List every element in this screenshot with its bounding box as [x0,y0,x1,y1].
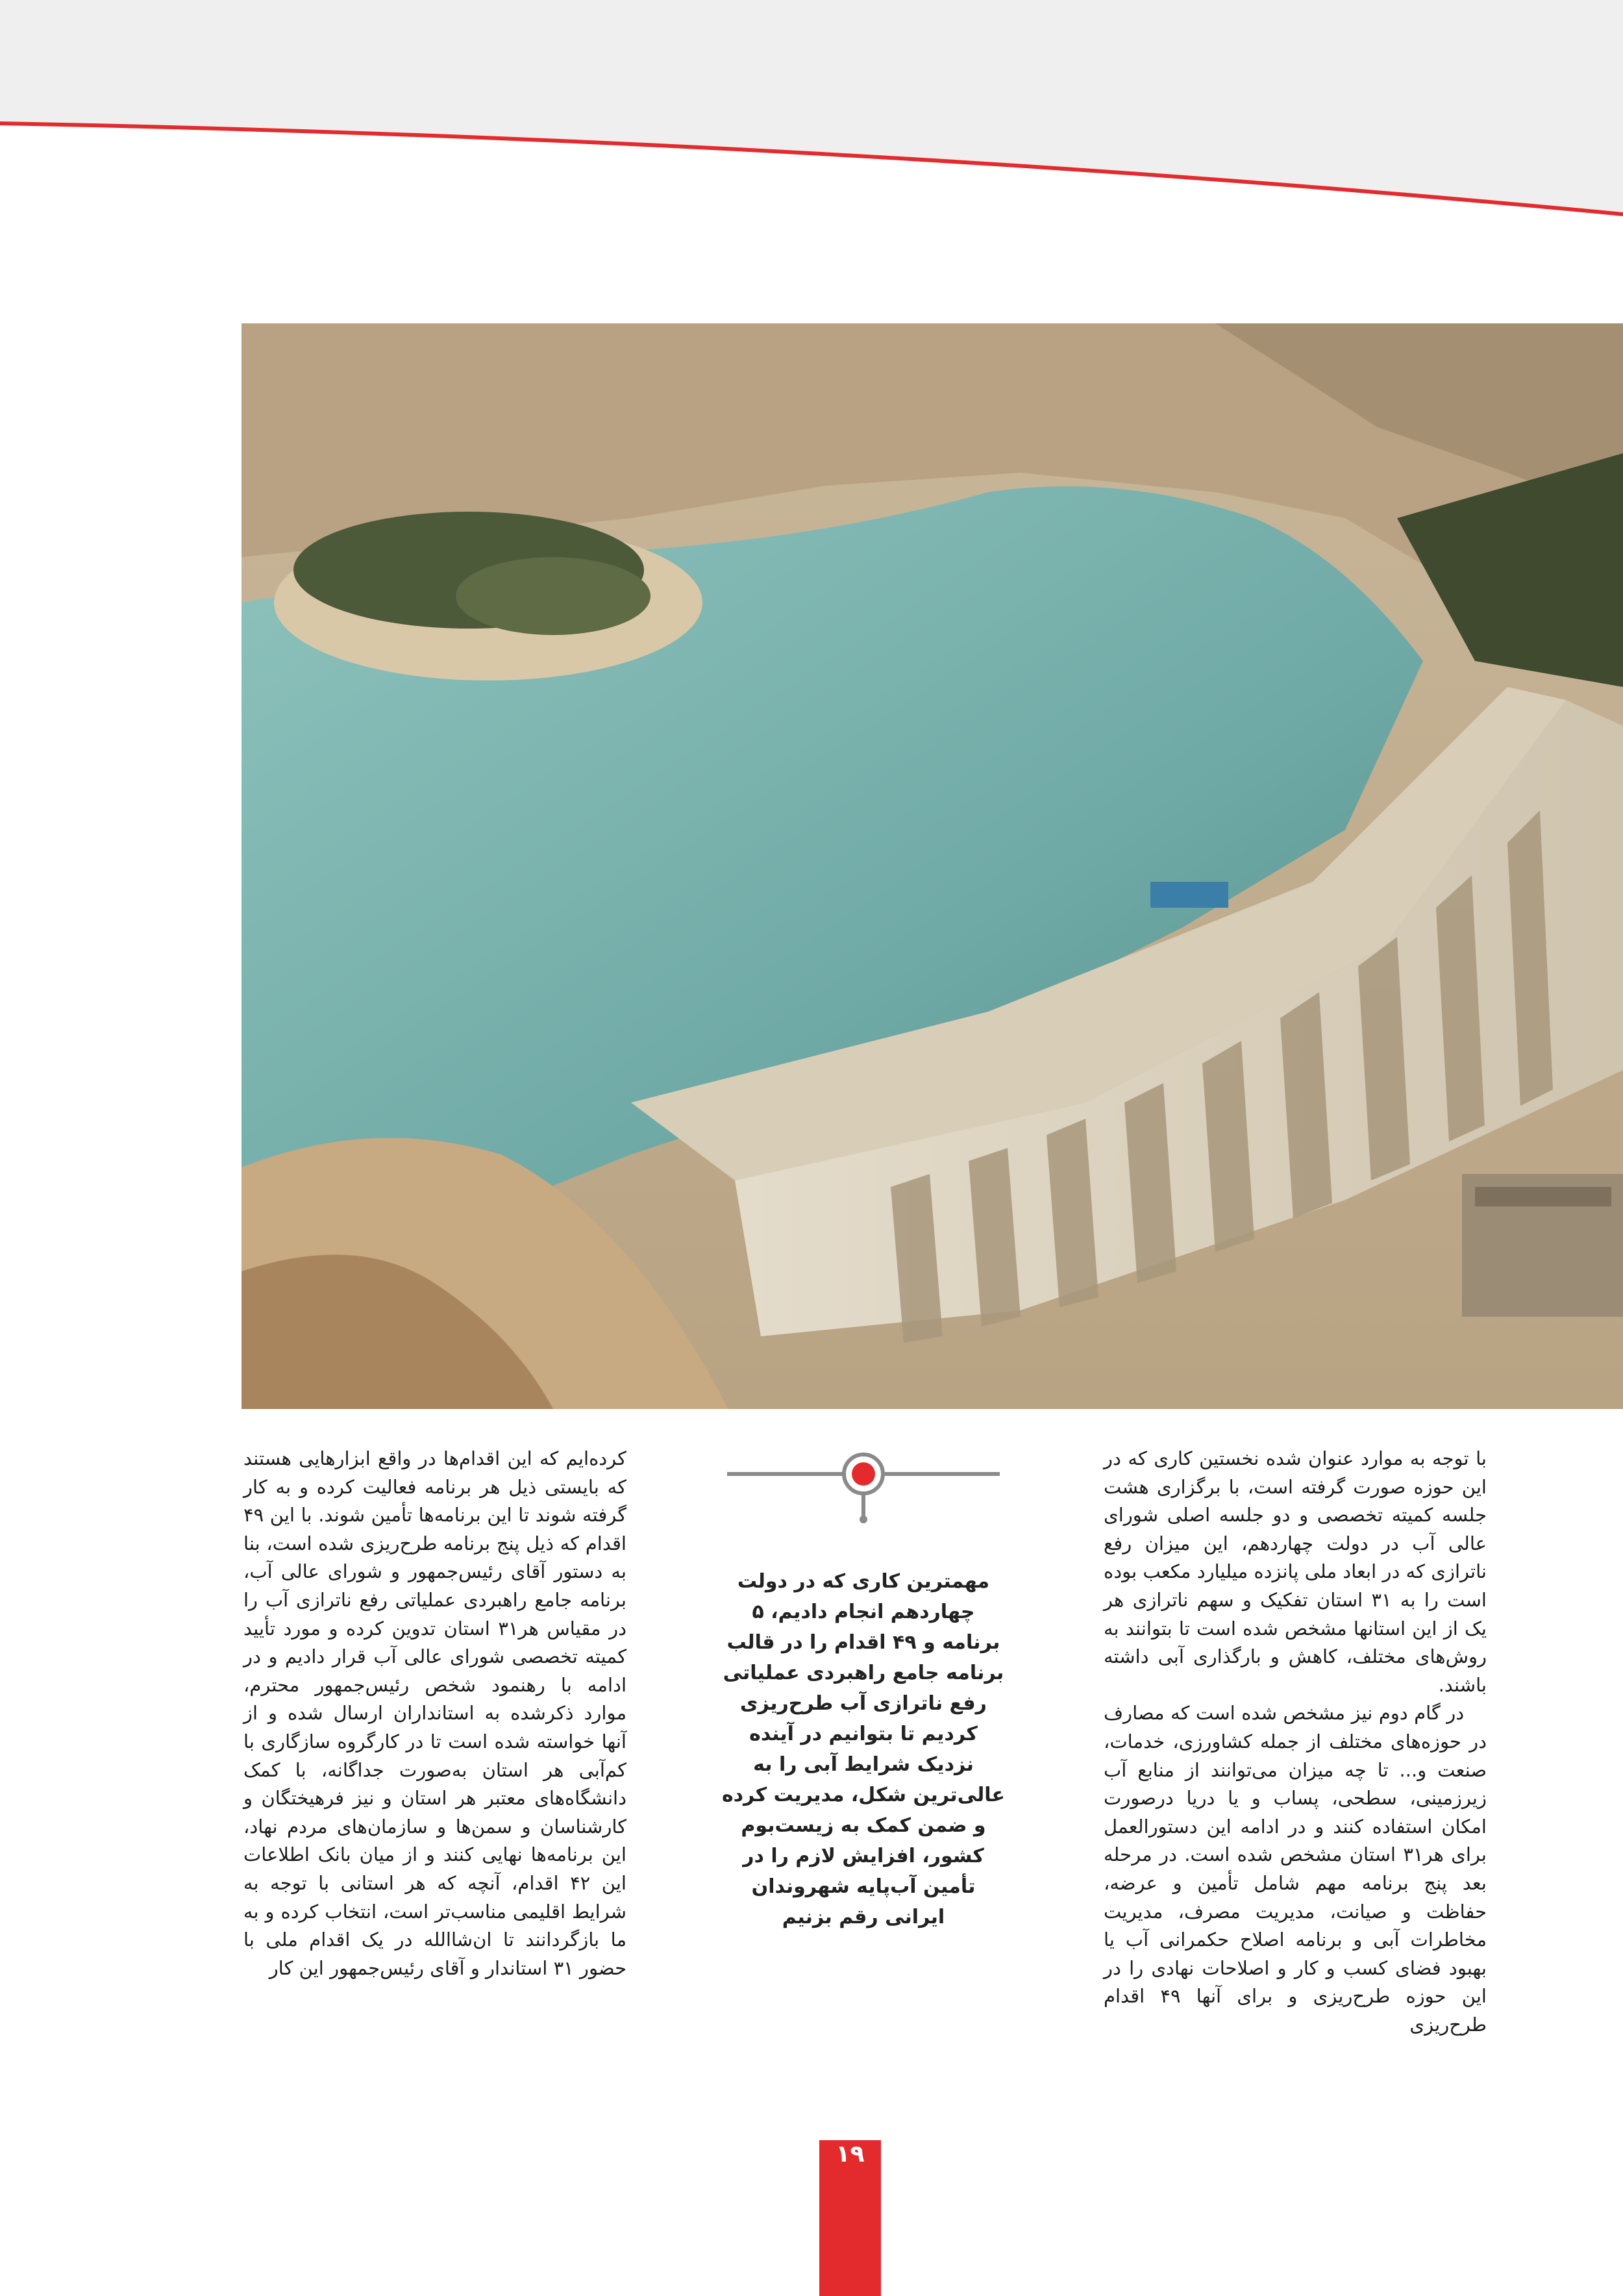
dam-reservoir-photo [242,323,1623,1409]
ornament-red-dot [852,1462,875,1486]
paragraph: کرده‌ایم که این اقدام‌ها در واقع ابزارهایی هستند که بایستی ذیل هر برنامه فعالیت کرده و به کار گرفته شوند تا این برنامه‌ها تأمین شوند. با این ۴۹ اقدام که ذیل پنج برنامه طرح‌ریزی شده است، بنا به دستور آقای رئیس‌جمهور و شورای عالی آب، برنامه جامع راهبردی عملیاتی رفع ناترازی آب را در مقیاس هر۳۱ استان تدوین کرده و مورد تأیید کمیته تخصصی شورای عالی آب قرار دادیم و در ادامه با رهنمود شخص رئیس‌جمهور محترم، موارد ذکر‌شده به استانداران ارسال شده و از آنها خواسته شده است تا در کارگروه سازگاری با کم‌آبی هر استان به‌صورت جداگانه، با کمک دانشگاه‌های معتبر هر استان و نیز فرهیختگان و کارشناسان و سمن‌ها و سازمان‌های مردم نهاد، این برنامه‌ها نهایی کنند و از میان بانک اطلاعات این ۴۲ اقدام، آنچه که هر استانی با توجه به شرایط اقلیمی مناسب‌تر است، انتخاب کرده و به ما بازگردانند تا ان‌شاالله در یک اقدام ملی با حضور ۳۱ استاندار و آقای رئیس‌جمهور این کار [243,1447,626,1979]
page-number: ۱۹ [836,2141,865,2167]
pull-quote-ornament [727,1448,1000,1526]
paragraph: با توجه به موارد عنوان شده نخستین کاری که در این حوزه صورت گرفته است، با برگزاری هشت جلسه کمیته تخصصی و دو جلسه اصلی شورای عالی آب در دولت چهاردهم، این میزان رفع ناترازی که در ابعاد ملی پانزده میلیارد مکعب بوده است را به ۳۱ استان تفکیک و سهم ناترازی هر یک از این استانها مشخص شده است تا بتوانند به روش‌های مختلف، کاهش و بارگذاری آبی داشته باشند. [1104,1447,1487,1696]
header-band [0,0,1623,221]
article-column-left [243,1445,626,1982]
paragraph: در گام دوم نیز مشخص شده است که مصارف در حوزه‌های مختلف از جمله کشاورزی، خدمات، صنعت و... تا چه میزان می‌توانند از منابع آب زیرزمینی، سطحی، پساب و یا دریا درصورت امکان استفاده کنند و در ادامه این دستورالعمل برای هر۳۱ استان مشخص شده است. در مرحله بعد پنج برنامه مهم شامل تأمین و عرضه، حفاظت و صیانت، مدیریت مصرف، مدیریت مخاطرات آبی و برنامه اصلاح حکمرانی آب یا بهبود فضای کسب و کار و اصلاحات نهادی را در این حوزه طرح‌ریزی و برای آنها ۴۹ اقدام طرح‌ریزی [1104,1702,1487,2036]
article-column-right [1104,1445,1487,2039]
pull-quote: مهمترین کاری که در دولت چهاردهم انجام دادیم، ۵ برنامه و ۴۹ اقدام را در قالب برنامه جامع راهبردی عملیاتی رفع ناترازی آب طرح‌ریزی کردیم تا بتوانیم در آینده نزدیک شرایط آبی را به عالی‌ترین شکل، مدیریت کرده و ضمن کمک به زیست‌بوم کشور، افزایش لازم را در تأمین آب‌پایه شهروندان ایرانی رقم بزنیم [721,1570,1006,1928]
